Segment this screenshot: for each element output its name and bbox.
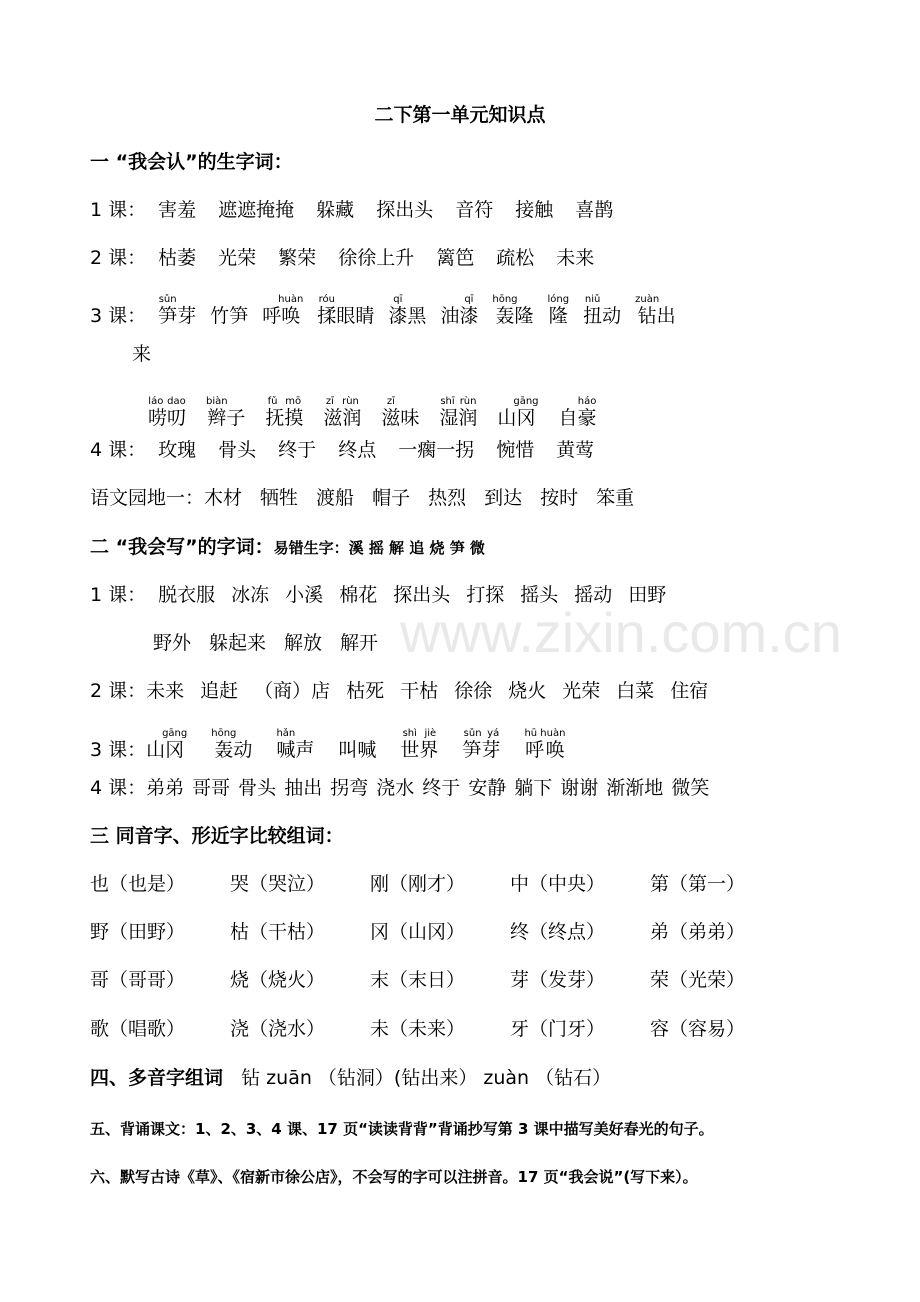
comparison-pair: 未（未来）	[370, 1018, 466, 1040]
vocab-word: 田野	[628, 584, 667, 606]
section-6: 六、默写古诗《草》、《宿新市徐公店》，不会写的字可以注拼音。17 页“我会说”(写下来）。	[90, 1168, 698, 1186]
page-title: 二下第一单元知识点	[374, 104, 546, 126]
lesson-label: 2 课：	[90, 680, 147, 702]
pinyin-annotation: hǎn	[276, 728, 296, 739]
vocab-word: 枯死	[346, 680, 385, 702]
pinyin-word: 油漆qī	[440, 294, 479, 327]
pinyin-annotation: qī	[459, 294, 479, 305]
pinyin-word: 漆qī黑	[388, 294, 427, 327]
comparison-row	[90, 920, 790, 944]
comparison-pair: 终（终点）	[510, 921, 606, 943]
vocab-word: 笨重	[596, 487, 635, 509]
comparison-pair: 枯（干枯）	[230, 921, 326, 943]
comparison-pair: 哭（哭泣）	[230, 873, 326, 895]
pinyin-word: 隆lóng	[547, 294, 570, 327]
vocab-word: 帽子	[372, 487, 411, 509]
comparison-row	[90, 872, 790, 896]
vocab-word: 摇头	[520, 584, 559, 606]
s1-lesson-3	[90, 294, 690, 328]
pinyin-annotation: sǔn yá	[462, 728, 501, 739]
vocab-word: 黄莺	[556, 439, 595, 461]
vocab-word: 徐徐上升	[338, 247, 415, 269]
vocab-word: 浇水	[376, 777, 415, 799]
comparison-pair: 歌（唱歌）	[90, 1018, 186, 1040]
pinyin-annotation: hōng	[211, 728, 237, 739]
pinyin-word: 山冈gāng	[146, 728, 188, 761]
pinyin-annotation: láo dao	[148, 396, 186, 407]
watermark: www.zixin.com.cn	[400, 601, 842, 664]
comparison-pair: 荣（光荣）	[650, 969, 746, 991]
vocab-word: 到达	[484, 487, 523, 509]
vocab-word: 光荣	[562, 680, 601, 702]
vocab-word: 渐渐地	[606, 777, 664, 799]
vocab-word: 渡船	[316, 487, 355, 509]
comparison-pair: 芽（发芽）	[510, 969, 606, 991]
vocab-word: 音符	[455, 199, 494, 221]
vocab-word: 热烈	[428, 487, 467, 509]
vocab-word: 终点	[338, 439, 377, 461]
pinyin-word: 竹笋	[210, 305, 249, 327]
vocab-word: 枯萎	[158, 247, 197, 269]
vocab-word: 骨头	[218, 439, 257, 461]
vocab-word: 野外	[153, 632, 192, 654]
pinyin-annotation: zī rùn	[323, 396, 362, 407]
pinyin-annotation: gāng	[162, 728, 188, 739]
vocab-word: 探出头	[393, 584, 451, 606]
pinyin-annotation: huàn	[278, 294, 304, 305]
s1-lesson-2	[90, 246, 616, 270]
lesson-label: 4 课：	[90, 439, 147, 461]
s1-lesson-3-wrap: 来	[132, 343, 152, 365]
vocab-word: 光荣	[218, 247, 257, 269]
vocab-word: 躲起来	[209, 632, 267, 654]
comparison-pair: 野（田野）	[90, 921, 186, 943]
vocab-word: 白菜	[616, 680, 655, 702]
comparison-pair: 弟（弟弟）	[650, 921, 746, 943]
pinyin-word: 笋sǔn芽	[158, 294, 197, 327]
pinyin-word: 唠叨láo dao	[148, 396, 187, 429]
s1-yuwen-yuandi	[90, 486, 652, 510]
comparison-pair: 哥（哥哥）	[90, 969, 186, 991]
vocab-word: 玫瑰	[158, 439, 197, 461]
vocab-word: 疏松	[496, 247, 535, 269]
pinyin-annotation: hōng	[492, 294, 518, 305]
vocab-word: 干枯	[400, 680, 439, 702]
pinyin-word: 轰hōng动	[211, 728, 253, 761]
vocab-word: 按时	[540, 487, 579, 509]
s2-lesson-2	[90, 679, 724, 703]
pinyin-annotation: hū huàn	[524, 728, 566, 739]
pinyin-annotation: zuàn	[635, 294, 660, 305]
vocab-word: 篱笆	[436, 247, 475, 269]
section-4	[90, 1066, 611, 1090]
lesson-label: 语文园地一：	[90, 487, 205, 509]
vocab-word: 追赶	[200, 680, 239, 702]
vocab-word: 拐弯	[330, 777, 369, 799]
pinyin-word: 山冈gāng	[497, 396, 539, 429]
comparison-row	[90, 1017, 790, 1041]
pinyin-annotation: háo	[577, 396, 597, 407]
pinyin-word: 扭niǔ动	[583, 294, 622, 327]
s2-lesson-1-row2	[153, 631, 396, 655]
pinyin-annotation: sǔn	[158, 294, 178, 305]
pinyin-word: 笋芽sǔn yá	[462, 728, 501, 761]
lesson-label: 1 课：	[90, 199, 147, 221]
lesson-label: 3 课：	[90, 305, 147, 327]
vocab-word: 终于	[278, 439, 317, 461]
pinyin-annotation: lóng	[547, 294, 570, 305]
vocab-word: 弟弟	[146, 777, 185, 799]
pinyin-word: 辫biàn子	[206, 396, 246, 429]
vocab-word: 惋惜	[496, 439, 535, 461]
vocab-word: 抽出	[284, 777, 323, 799]
vocab-word: 解开	[340, 632, 379, 654]
vocab-word: 烧火	[508, 680, 547, 702]
comparison-pair: 浇（浇水）	[230, 1018, 326, 1040]
vocab-word: 谢谢	[560, 777, 599, 799]
vocab-word: 骨头	[238, 777, 277, 799]
vocab-word: 躺下	[514, 777, 553, 799]
section-2-title: 二 “我会写”的字词：	[90, 536, 274, 558]
vocab-word: 打探	[466, 584, 505, 606]
pinyin-word: 自豪háo	[558, 396, 597, 429]
vocab-word: 木材	[204, 487, 243, 509]
s1-lesson-3-row2	[148, 396, 617, 430]
vocab-word: 未来	[556, 247, 595, 269]
comparison-pair: 第（第一）	[650, 873, 746, 895]
section-5: 五、背诵课文：1、2、3、4 课、17 页“读读背背”背诵抄写第 3 课中描写美好春光的句子。	[90, 1120, 714, 1138]
vocab-word: 摇动	[574, 584, 613, 606]
pinyin-annotation: niǔ	[583, 294, 603, 305]
pinyin-annotation: róu	[317, 294, 337, 305]
comparison-row	[90, 968, 790, 992]
comparison-pair: 也（也是）	[90, 873, 186, 895]
comparison-pair: 刚（刚才）	[370, 873, 466, 895]
vocab-word: 冰冻	[231, 584, 270, 606]
pinyin-word: 钻zuàn出	[635, 294, 676, 327]
pinyin-word: 抚摸fǔ mō	[265, 396, 304, 429]
lesson-label: 4 课：	[90, 777, 147, 799]
vocab-word: 躲藏	[316, 199, 355, 221]
vocab-word: 牺牲	[260, 487, 299, 509]
pinyin-word: 滋zī味	[381, 396, 420, 429]
vocab-word: 脱衣服	[158, 584, 216, 606]
vocab-word: 未来	[146, 680, 185, 702]
pinyin-word: 呼唤huàn	[262, 294, 304, 327]
error-prone-chars: 易错生字：溪 摇 解 追 烧 笋 微	[273, 539, 485, 557]
vocab-word: 接触	[515, 199, 554, 221]
vocab-word: 解放	[284, 632, 323, 654]
section-1-heading: 一 “我会认”的生字词：	[90, 151, 293, 173]
comparison-pair: 中（中央）	[510, 873, 606, 895]
pinyin-annotation: biàn	[206, 396, 228, 407]
pinyin-annotation: shī rùn	[439, 396, 478, 407]
vocab-word: 徐徐	[454, 680, 493, 702]
pinyin-word: 呼唤hū huàn	[524, 728, 566, 761]
vocab-word: 微笑	[671, 777, 710, 799]
vocab-word: 探出头	[376, 199, 434, 221]
vocab-word: 一瘸一拐	[398, 439, 475, 461]
s2-lesson-4	[90, 776, 717, 800]
pinyin-annotation: shì jiè	[400, 728, 439, 739]
vocab-word: 住宿	[670, 680, 709, 702]
pinyin-annotation: qī	[388, 294, 408, 305]
lesson-label: 3 课：	[90, 739, 147, 761]
pinyin-annotation: zī	[381, 396, 401, 407]
section-4-heading: 四、多音字组词	[90, 1067, 224, 1089]
vocab-word: 哥哥	[192, 777, 231, 799]
vocab-word: （商）店	[254, 680, 331, 702]
pinyin-word: 喊hǎn声	[276, 728, 315, 761]
pinyin-word: 世界shì jiè	[400, 728, 439, 761]
section-3-heading: 三 同音字、形近字比较组词：	[90, 825, 344, 847]
lesson-label: 2 课：	[90, 247, 147, 269]
s2-lesson-3	[90, 728, 589, 762]
comparison-pair: 容（容易）	[650, 1018, 746, 1040]
vocab-word: 安静	[468, 777, 507, 799]
vocab-word: 遮遮掩掩	[218, 199, 295, 221]
comparison-pair: 牙（门牙）	[510, 1018, 606, 1040]
vocab-word: 繁荣	[278, 247, 317, 269]
comparison-pair: 烧（烧火）	[230, 969, 326, 991]
s1-lesson-1	[90, 198, 635, 222]
comparison-pair: 末（末日）	[370, 969, 466, 991]
vocab-word: 棉花	[339, 584, 378, 606]
pinyin-word: 轰hōng隆	[492, 294, 534, 327]
pinyin-word: 湿润shī rùn	[439, 396, 478, 429]
comparison-pair: 冈（山冈）	[370, 921, 466, 943]
pinyin-word: 叫喊	[338, 739, 377, 761]
vocab-word: 小溪	[285, 584, 324, 606]
section-2-heading	[90, 535, 485, 560]
vocab-word: 终于	[422, 777, 461, 799]
pinyin-annotation: fǔ mō	[265, 396, 304, 407]
pinyin-annotation: gāng	[513, 396, 539, 407]
s1-lesson-4	[90, 438, 616, 462]
polyphone-content: 钻 zuān （钻洞）(钻出来） zuàn （钻石）	[241, 1067, 612, 1089]
pinyin-word: 滋润zī rùn	[323, 396, 362, 429]
vocab-word: 害羞	[158, 199, 197, 221]
vocab-word: 喜鹊	[575, 199, 614, 221]
lesson-label: 1 课：	[90, 584, 147, 606]
pinyin-word: 揉róu眼睛	[317, 294, 375, 327]
